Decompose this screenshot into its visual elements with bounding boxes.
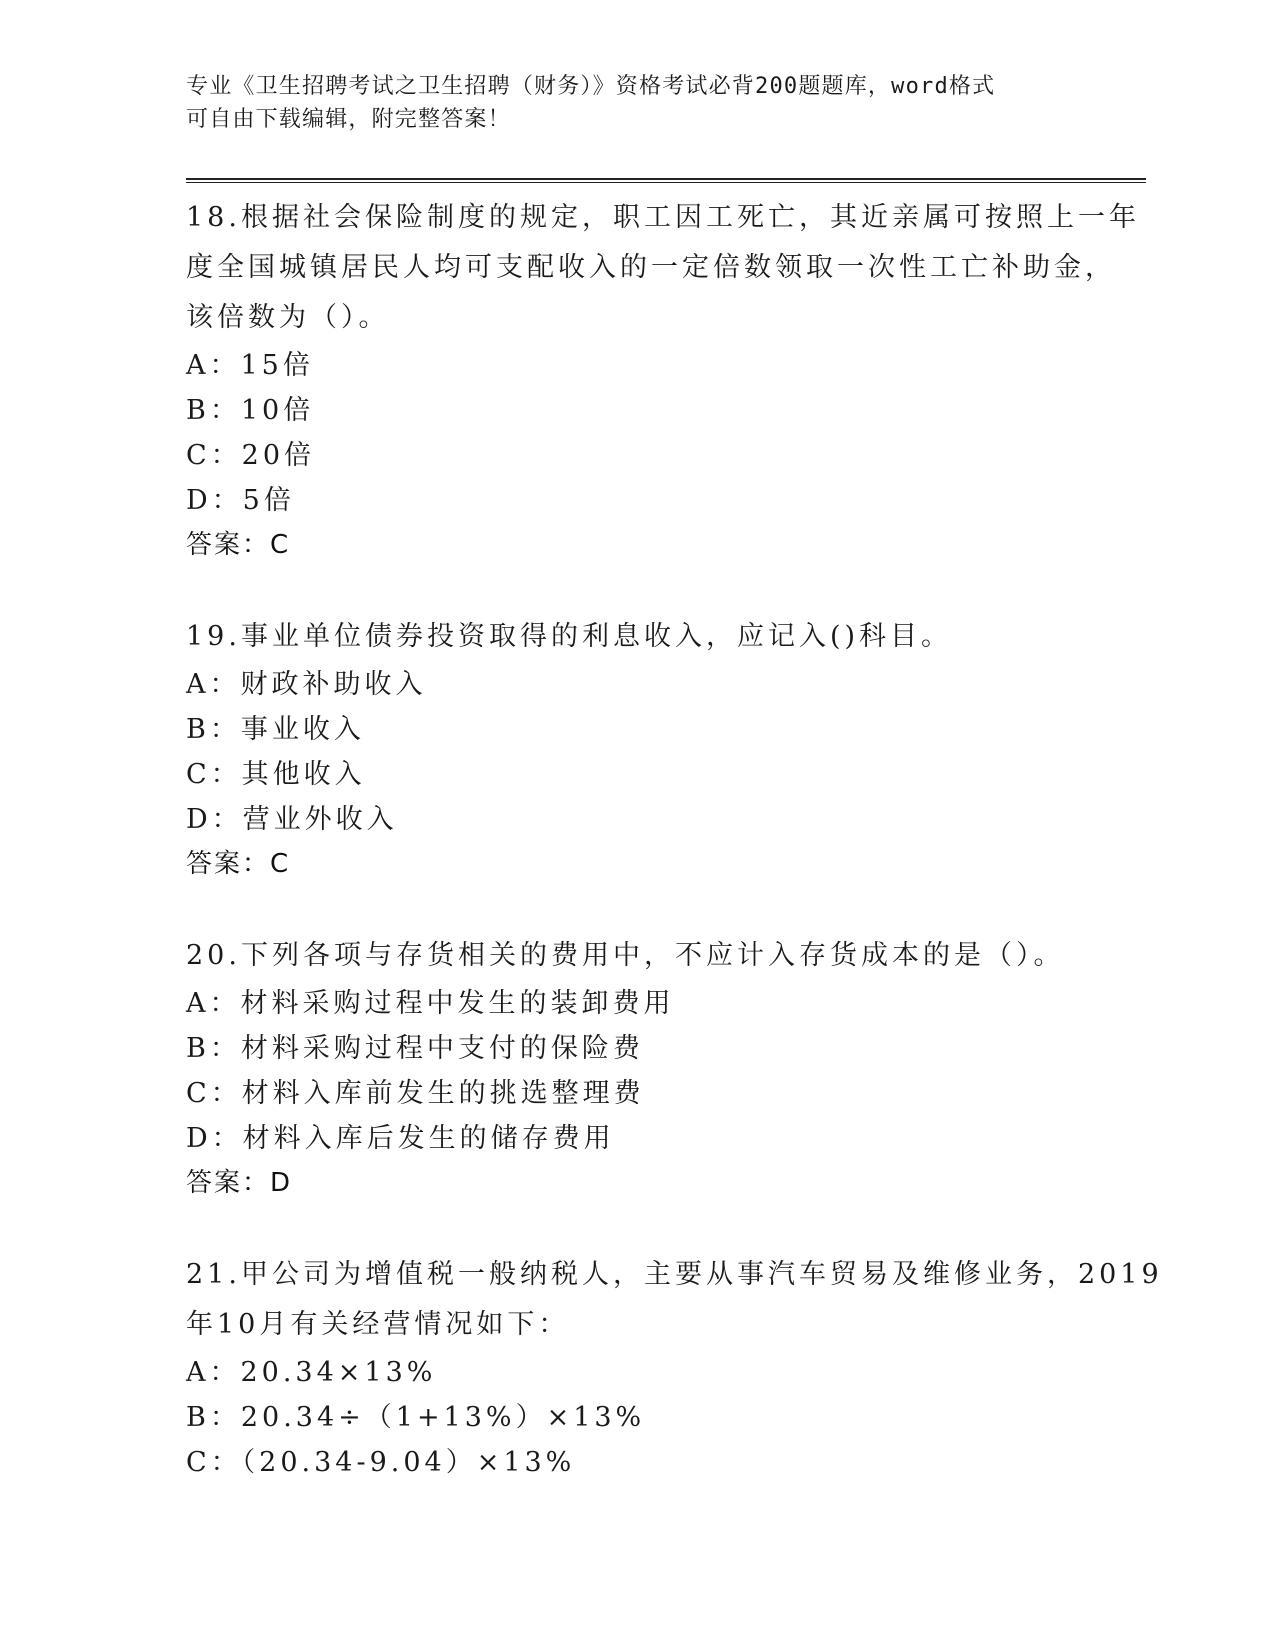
document-page	[186, 70, 1163, 1529]
header-subtitle-line: 可自由下载编辑，附完整答案！	[186, 107, 511, 132]
option-b: B：20.34÷（1+13%）×13%	[186, 1402, 646, 1433]
option-a: A：材料采购过程中发生的装卸费用	[186, 988, 675, 1019]
answer-line: 答案：D	[186, 1168, 293, 1198]
question-stem-line: 年10月有关经营情况如下：	[186, 1309, 570, 1340]
question-19	[186, 612, 1146, 887]
option-a: A：15倍	[186, 350, 314, 381]
question-21	[186, 1250, 1163, 1485]
header-divider	[186, 178, 1146, 183]
answer-line: 答案：C	[186, 530, 291, 560]
option-d: D：营业外收入	[186, 804, 398, 835]
question-20	[186, 931, 1146, 1206]
option-b: B：事业收入	[186, 714, 365, 745]
option-b: B：材料采购过程中支付的保险费	[186, 1033, 644, 1064]
question-stem-line: 度全国城镇居民人均可支配收入的一定倍数领取一次性工亡补助金，	[186, 252, 1116, 283]
option-c: C：（20.34-9.04）×13%	[186, 1447, 576, 1478]
question-stem-line: 19.事业单位债券投资取得的利息收入，应记入()科目。	[186, 621, 953, 652]
option-c: C：材料入库前发生的挑选整理费	[186, 1078, 645, 1109]
question-stem-line: 20.下列各项与存货相关的费用中，不应计入存货成本的是（）。	[186, 940, 1065, 971]
question-18	[186, 193, 1146, 568]
document-header	[186, 70, 1146, 136]
question-list	[186, 193, 1163, 1485]
question-stem	[186, 931, 1146, 981]
question-stem-line: 18.根据社会保险制度的规定，职工因工死亡，其近亲属可按照上一年	[186, 202, 1140, 233]
question-stem	[186, 612, 1146, 662]
option-a: A：20.34×13%	[186, 1357, 437, 1388]
option-d: D：材料入库后发生的储存费用	[186, 1123, 615, 1154]
option-c: C：20倍	[186, 440, 316, 471]
question-stem	[186, 193, 1146, 343]
header-title-line: 专业《卫生招聘考试之卫生招聘（财务）》资格考试必背200题题库，word格式	[186, 74, 996, 99]
option-d: D：5倍	[186, 485, 295, 516]
question-stem-line: 21.甲公司为增值税一般纳税人，主要从事汽车贸易及维修业务，2019	[186, 1259, 1163, 1290]
option-b: B：10倍	[186, 395, 315, 426]
question-stem	[186, 1250, 1163, 1350]
option-a: A：财政补助收入	[186, 669, 427, 700]
answer-line: 答案：C	[186, 849, 291, 879]
option-c: C：其他收入	[186, 759, 366, 790]
question-stem-line: 该倍数为（）。	[186, 302, 390, 333]
